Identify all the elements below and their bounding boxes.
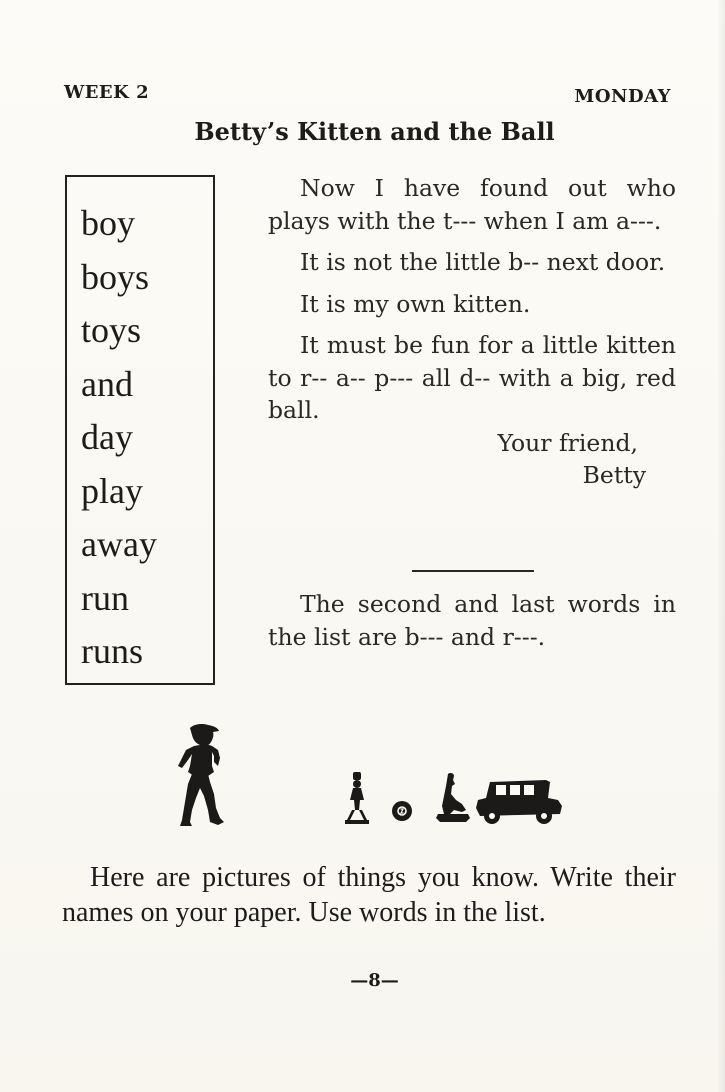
week-label: WEEK 2 [64, 82, 150, 103]
boy-silhouette-icon [168, 722, 228, 828]
word-list-item: away [81, 524, 157, 564]
letter-paragraph: It is my own kitten. [300, 289, 531, 318]
word-list-item: boys [81, 256, 150, 297]
word-list-item: play [81, 470, 143, 511]
letter-signature: Betty [582, 461, 646, 489]
word-list [81, 197, 157, 679]
letter-paragraph: Now I have found out who plays with the t--- when I am a---. [268, 174, 676, 235]
page-title: Betty’s Kitten and the Ball [194, 117, 555, 146]
separator-line [412, 570, 534, 572]
word-list-item: run [81, 577, 129, 618]
letter-paragraph: It must be fun for a little kitten to r-- a-- p--- all d-- with a big, red ball. [268, 331, 676, 424]
word-list-item: and [81, 363, 133, 404]
word-list-item: toys [81, 310, 142, 350]
page-number: —8— [350, 970, 399, 991]
word-list-box [65, 175, 215, 685]
word-list-item: day [81, 417, 133, 457]
question-text: The second and last words in the list are b--- and r---. [268, 590, 676, 651]
ball-icon [390, 798, 414, 824]
toy-horse-icon [432, 770, 474, 826]
toy-soldier-icon [342, 770, 372, 826]
day-label: MONDAY [574, 86, 671, 107]
word-list-item: runs [81, 631, 143, 671]
instructions-text: Here are pictures of things you know. Write their names on your paper. Use words in the list. [62, 862, 676, 928]
letter-paragraph: It is not the little b-- next door. [300, 248, 666, 276]
page-edge-shadow [717, 0, 725, 1092]
word-list-item: boy [81, 203, 135, 243]
toy-car-icon [474, 776, 564, 826]
letter-closing: Your friend, [497, 428, 638, 457]
letter-text [268, 172, 676, 492]
